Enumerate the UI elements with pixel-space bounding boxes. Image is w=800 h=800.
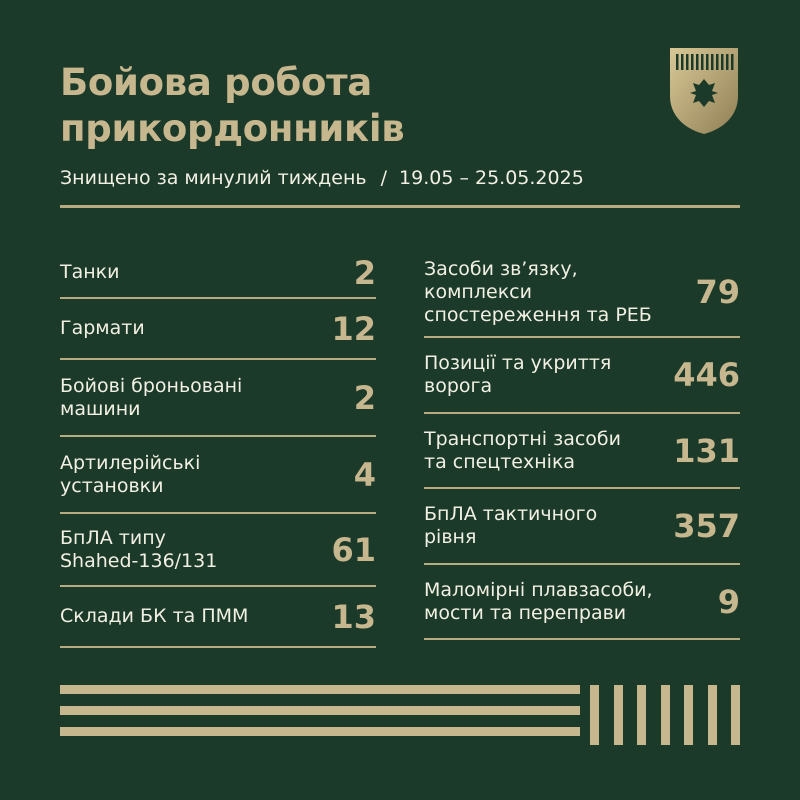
stat-label-line: БпЛА типу — [60, 526, 166, 549]
stat-value: 131 — [673, 431, 740, 470]
stat-label-line: спостереження та РЕБ — [424, 303, 652, 326]
stat-value: 2 — [353, 253, 376, 292]
stat-row-tanks — [60, 248, 376, 299]
stripe — [60, 706, 580, 715]
decorative-horizontal-stripes — [60, 685, 580, 748]
title-line-1: Бойова робота — [60, 61, 372, 104]
stat-label-line: Засоби зв’язку, — [424, 257, 578, 280]
subtitle-period: 19.05 – 25.05.2025 — [399, 167, 584, 189]
stat-label-line: комплекси — [424, 280, 532, 303]
stat-row-depots — [60, 587, 376, 648]
stripe — [60, 685, 580, 694]
stat-label-line: Транспортні засоби — [424, 427, 621, 450]
page-title — [60, 60, 404, 152]
stat-label-line: Склади БК та ПММ — [60, 605, 249, 627]
stripe — [661, 685, 670, 745]
stat-row-artillery — [60, 437, 376, 514]
stat-label-line: Маломірні плавзасоби, — [424, 578, 653, 601]
stat-value: 12 — [331, 309, 376, 348]
stripe — [731, 685, 740, 745]
stat-label — [424, 503, 597, 549]
stat-label-line: Позиції та укриття — [424, 352, 612, 374]
stripe — [637, 685, 646, 745]
stat-label-line: мости та переправи — [424, 601, 627, 624]
stat-label-line: машини — [60, 397, 141, 420]
stat-row-tactical-drones — [424, 489, 740, 565]
stat-label-line: установки — [60, 474, 164, 497]
decorative-vertical-stripes — [590, 685, 740, 745]
stat-row-positions — [424, 338, 740, 414]
subtitle-separator: / — [380, 167, 388, 189]
stat-label-line: ворога — [424, 375, 493, 397]
stat-label — [60, 527, 217, 573]
stat-value: 357 — [673, 507, 740, 545]
stat-value: 61 — [331, 530, 376, 569]
stat-label — [60, 452, 200, 498]
header-divider — [60, 205, 740, 208]
stripe — [708, 685, 717, 745]
stat-label-line: та спецтехніка — [424, 450, 576, 473]
stat-label-line: Артилерійські — [60, 451, 201, 474]
stat-value: 79 — [695, 273, 740, 311]
stat-label — [424, 352, 611, 398]
stat-row-armored-vehicles — [60, 360, 376, 437]
stat-label-line: Shahed-136/131 — [60, 549, 218, 572]
subtitle-text: Знищено за минулий тиждень — [60, 167, 367, 189]
subtitle — [60, 167, 584, 189]
stat-label — [60, 375, 242, 421]
stat-value: 446 — [673, 356, 740, 394]
stripe — [684, 685, 693, 745]
stat-row-shahed-drones — [60, 514, 376, 587]
stripe — [60, 727, 580, 736]
stat-label — [424, 258, 652, 327]
title-line-2: прикордонників — [60, 107, 405, 150]
stat-label — [60, 261, 120, 284]
stripe — [590, 685, 599, 745]
stat-row-communications — [424, 248, 740, 338]
left-stats-column — [60, 248, 376, 648]
stat-label — [424, 579, 653, 625]
stat-label-line: Бойові броньовані — [60, 374, 243, 397]
stat-row-boats-bridges — [424, 565, 740, 640]
stat-label-line: Гармати — [60, 317, 145, 339]
stat-row-transport — [424, 414, 740, 489]
stat-row-guns — [60, 299, 376, 360]
stat-value: 4 — [353, 455, 376, 494]
border-guard-shield-icon — [668, 46, 740, 136]
stat-label — [424, 428, 621, 474]
right-stats-column — [424, 248, 740, 640]
stat-value: 9 — [717, 582, 740, 621]
stat-label — [60, 605, 248, 628]
stat-label-line: БпЛА тактичного — [424, 503, 598, 525]
stat-label-line: Танки — [60, 261, 120, 283]
stripe — [614, 685, 623, 745]
stat-value: 2 — [353, 378, 376, 417]
stat-label-line: рівня — [424, 526, 477, 548]
stat-label — [60, 317, 145, 340]
stat-value: 13 — [331, 597, 376, 636]
